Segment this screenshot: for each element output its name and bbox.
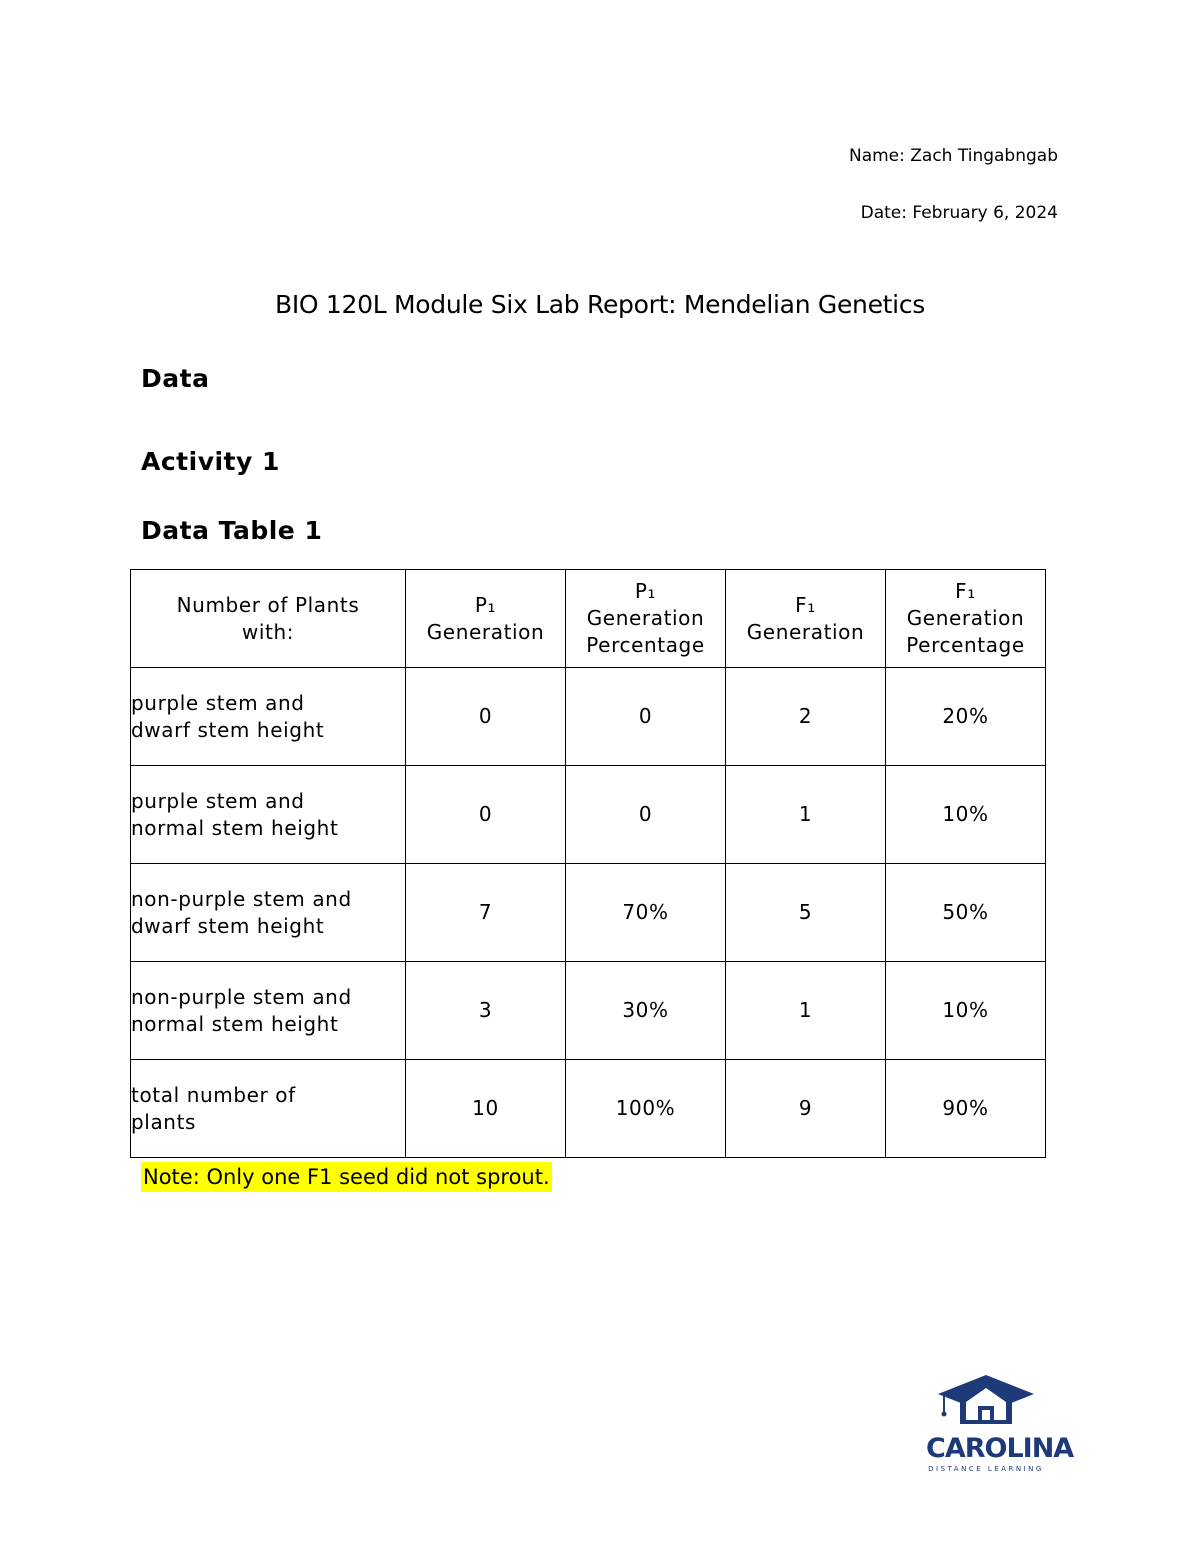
cell-f1-percentage: 20% <box>886 668 1046 766</box>
table-row-total <box>131 1060 1046 1158</box>
column-header-p1-percentage <box>566 570 726 668</box>
column-header-line: Generation <box>746 619 865 644</box>
row-label-line: plants <box>131 1109 197 1134</box>
cell-p1-percentage: 0 <box>566 766 726 864</box>
row-label <box>131 864 406 962</box>
cell-p1-percentage: 100% <box>566 1060 726 1158</box>
row-label-line: purple stem and <box>131 788 305 813</box>
column-header-line: Generation <box>906 606 1025 630</box>
table-row <box>131 864 1046 962</box>
cell-p1-generation: 0 <box>406 766 566 864</box>
report-title: BIO 120L Module Six Lab Report: Mendelian Genetics <box>274 290 925 319</box>
cell-p1-generation: 3 <box>406 962 566 1060</box>
cell-p1-generation: 0 <box>406 668 566 766</box>
table-row <box>131 962 1046 1060</box>
row-label-line: dwarf stem height <box>131 717 325 742</box>
carolina-logo <box>926 1372 1074 1477</box>
row-label-line: normal stem height <box>131 1011 339 1036</box>
cell-p1-generation: 7 <box>406 864 566 962</box>
heading-data-table-1: Data Table 1 <box>141 516 323 545</box>
column-header-line: with: <box>241 619 295 644</box>
data-table-1 <box>130 569 1046 1158</box>
row-label <box>131 1060 406 1158</box>
cell-f1-generation: 1 <box>726 962 886 1060</box>
table-header-row <box>131 570 1046 668</box>
report-date: Date: February 6, 2024 <box>860 203 1058 223</box>
cell-f1-generation: 9 <box>726 1060 886 1158</box>
column-header-symbol: F₁ <box>795 592 816 617</box>
column-header-line: Generation <box>586 606 705 630</box>
cell-p1-generation: 10 <box>406 1060 566 1158</box>
column-header-f1-percentage <box>886 570 1046 668</box>
column-header-line: Percentage <box>586 633 705 657</box>
column-header-symbol: F₁ <box>955 579 976 603</box>
cell-f1-percentage: 90% <box>886 1060 1046 1158</box>
column-header-line: Generation <box>426 619 545 644</box>
cell-f1-generation: 2 <box>726 668 886 766</box>
row-label-line: non-purple stem and <box>131 984 352 1009</box>
column-header-symbol: P₁ <box>634 579 657 603</box>
row-label-line: purple stem and <box>131 690 305 715</box>
column-header-line: Percentage <box>906 633 1025 657</box>
cell-p1-percentage: 0 <box>566 668 726 766</box>
column-header-f1-generation <box>726 570 886 668</box>
row-label <box>131 962 406 1060</box>
cell-p1-percentage: 30% <box>566 962 726 1060</box>
heading-activity-1: Activity 1 <box>141 447 280 476</box>
column-header-symbol: P₁ <box>474 592 497 617</box>
table-row <box>131 668 1046 766</box>
logo-wordmark: CAROLINA <box>926 1433 1074 1464</box>
column-header-line: Number of Plants <box>176 592 360 617</box>
row-label-line: normal stem height <box>131 815 339 840</box>
row-label <box>131 766 406 864</box>
cell-f1-generation: 5 <box>726 864 886 962</box>
house-cap-icon <box>926 1372 1046 1434</box>
cell-f1-percentage: 10% <box>886 962 1046 1060</box>
cell-f1-generation: 1 <box>726 766 886 864</box>
table-row <box>131 766 1046 864</box>
highlighted-note: Note: Only one F1 seed did not sprout. <box>141 1162 552 1192</box>
logo-subtitle: DISTANCE LEARNING <box>928 1465 1044 1473</box>
row-label-line: total number of <box>131 1082 296 1107</box>
heading-data: Data <box>141 364 210 393</box>
row-label <box>131 668 406 766</box>
row-label-line: dwarf stem height <box>131 913 325 938</box>
row-label-line: non-purple stem and <box>131 886 352 911</box>
cell-p1-percentage: 70% <box>566 864 726 962</box>
cell-f1-percentage: 50% <box>886 864 1046 962</box>
column-header-plants <box>131 570 406 668</box>
cell-f1-percentage: 10% <box>886 766 1046 864</box>
student-name: Name: Zach Tingabngab <box>848 146 1058 166</box>
column-header-p1-generation <box>406 570 566 668</box>
